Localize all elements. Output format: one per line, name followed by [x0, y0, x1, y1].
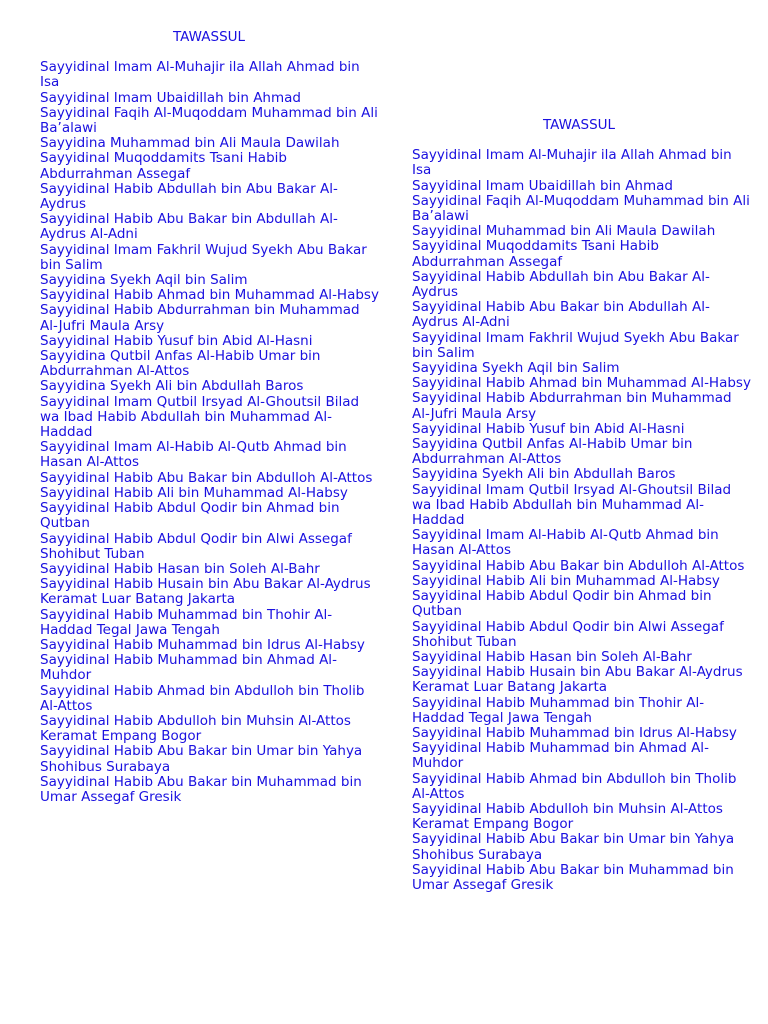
list-item: Sayyidinal Habib Hasan bin Soleh Al-Bahr: [40, 560, 320, 577]
list-item: Sayyidinal Habib Husain bin Abu Bakar Al-Aydrus Keramat Luar Batang Jakarta: [412, 664, 743, 696]
list-item: Sayyidinal Habib Abu Bakar bin Umar bin Yahya Shohibus Surabaya: [40, 743, 363, 775]
list-item: Sayyidinal Imam Al-Muhajir ila Allah Ahmad bin Isa: [40, 59, 360, 91]
list-item: Sayyidinal Habib Abdurrahman bin Muhammad Al-Jufri Maula Arsy: [40, 302, 360, 334]
list-item: Sayyidinal Habib Abdul Qodir bin Ahmad bin Qutban: [412, 588, 712, 620]
list-item: Sayyidinal Imam Ubaidillah bin Ahmad: [412, 177, 673, 194]
list-item: Sayyidinal Habib Abu Bakar bin Muhammad bin Umar Assegaf Gresik: [412, 861, 734, 893]
list-item: Sayyidinal Imam Al-Muhajir ila Allah Ahmad bin Isa: [412, 147, 732, 179]
list-item: Sayyidina Muhammad bin Ali Maula Dawilah: [40, 135, 340, 152]
list-item: Sayyidinal Habib Muhammad bin Thohir Al-Haddad Tegal Jawa Tengah: [40, 606, 333, 638]
list-item: Sayyidinal Habib Abdullah bin Abu Bakar Al-Aydrus: [412, 268, 710, 301]
list-item: Sayyidinal Habib Yusuf bin Abid Al-Hasni: [40, 332, 313, 349]
list-item: Sayyidinal Imam Ubaidillah bin Ahmad: [40, 89, 301, 106]
list-item: Sayyidinal Imam Al-Habib Al-Qutb Ahmad bin Hasan Al-Attos: [40, 439, 347, 471]
list-item: Sayyidinal Habib Abdulloh bin Muhsin Al-Attos Keramat Empang Bogor: [412, 800, 723, 833]
list-item: Sayyidinal Imam Fakhril Wujud Syekh Abu Bakar bin Salim: [40, 241, 367, 273]
left-column-title: TAWASSUL: [172, 29, 246, 45]
list-item: Sayyidinal Habib Abdullah bin Abu Bakar Al-Aydrus: [40, 180, 338, 213]
list-item: Sayyidinal Habib Abu Bakar bin Umar bin Yahya Shohibus Surabaya: [412, 831, 735, 863]
list-item: Sayyidinal Habib Ali bin Muhammad Al-Habsy: [412, 572, 720, 589]
list-item: Sayyidinal Imam Fakhril Wujud Syekh Abu Bakar bin Salim: [412, 329, 739, 361]
list-item: Sayyidinal Habib Abu Bakar bin Abdulloh Al-Attos: [40, 469, 373, 486]
list-item: Sayyidinal Habib Abdul Qodir bin Alwi Assegaf Shohibut Tuban: [412, 618, 724, 650]
right-entry-list: [412, 148, 754, 893]
list-item: Sayyidinal Habib Ahmad bin Abdulloh bin Tholib Al-Attos: [412, 770, 737, 802]
list-item: Sayyidina Qutbil Anfas Al-Habib Umar bin Abdurrahman Al-Attos: [40, 348, 321, 380]
list-item: Sayyidina Syekh Aqil bin Salim: [40, 272, 248, 289]
list-item: Sayyidinal Habib Yusuf bin Abid Al-Hasni: [412, 420, 685, 437]
left-column: [40, 30, 382, 805]
list-item: Sayyidinal Habib Abu Bakar bin Muhammad bin Umar Assegaf Gresik: [40, 773, 362, 805]
list-item: Sayyidinal Habib Ahmad bin Abdulloh bin Tholib Al-Attos: [40, 682, 365, 714]
left-entry-list: [40, 60, 382, 805]
list-item: Sayyidinal Habib Abu Bakar bin Abdulloh Al-Attos: [412, 557, 745, 574]
list-item: Sayyidina Syekh Aqil bin Salim: [412, 360, 620, 377]
list-item: Sayyidina Syekh Ali bin Abdullah Baros: [40, 378, 304, 395]
list-item: Sayyidinal Habib Abdul Qodir bin Ahmad bin Qutban: [40, 500, 340, 532]
right-column: [412, 118, 754, 893]
list-item: Sayyidinal Habib Ahmad bin Muhammad Al-Habsy: [412, 375, 751, 392]
list-item: Sayyidinal Habib Hasan bin Soleh Al-Bahr: [412, 648, 692, 665]
list-item: Sayyidinal Habib Muhammad bin Thohir Al-Haddad Tegal Jawa Tengah: [412, 694, 705, 726]
list-item: Sayyidinal Habib Abu Bakar bin Abdullah Al-Aydrus Al-Adni: [412, 299, 710, 331]
list-item: Sayyidinal Habib Abdurrahman bin Muhammad Al-Jufri Maula Arsy: [412, 390, 732, 422]
list-item: Sayyidinal Habib Husain bin Abu Bakar Al-Aydrus Keramat Luar Batang Jakarta: [40, 576, 371, 608]
list-item: Sayyidinal Muqoddamits Tsani Habib Abdurrahman Assegaf: [40, 150, 287, 182]
list-item: Sayyidinal Habib Muhammad bin Ahmad Al-Muhdor: [412, 740, 709, 772]
list-item: Sayyidina Qutbil Anfas Al-Habib Umar bin Abdurrahman Al-Attos: [412, 436, 693, 468]
right-column-title: TAWASSUL: [542, 117, 616, 133]
list-item: Sayyidinal Habib Abdul Qodir bin Alwi Assegaf Shohibut Tuban: [40, 530, 352, 562]
list-item: Sayyidinal Habib Abdulloh bin Muhsin Al-Attos Keramat Empang Bogor: [40, 712, 351, 745]
list-item: Sayyidinal Imam Qutbil Irsyad Al-Ghoutsil Bilad wa Ibad Habib Abdullah bin Muhammad Al-Haddad: [412, 481, 732, 529]
list-item: Sayyidinal Habib Ahmad bin Muhammad Al-Habsy: [40, 287, 379, 304]
list-item: Sayyidinal Muqoddamits Tsani Habib Abdurrahman Assegaf: [412, 238, 659, 270]
list-item: Sayyidinal Faqih Al-Muqoddam Muhammad bin Ali Ba’alawi: [412, 192, 750, 225]
list-item: Sayyidinal Faqih Al-Muqoddam Muhammad bin Ali Ba’alawi: [40, 104, 378, 137]
list-item: Sayyidinal Habib Muhammad bin Idrus Al-Habsy: [40, 636, 365, 653]
list-item: Sayyidinal Imam Qutbil Irsyad Al-Ghoutsil Bilad wa Ibad Habib Abdullah bin Muhammad Al-Haddad: [40, 393, 360, 441]
list-item: Sayyidinal Habib Ali bin Muhammad Al-Habsy: [40, 484, 348, 501]
list-item: Sayyidina Syekh Ali bin Abdullah Baros: [412, 466, 676, 483]
list-item: Sayyidinal Habib Abu Bakar bin Abdullah Al-Aydrus Al-Adni: [40, 211, 338, 243]
list-item: Sayyidinal Muhammad bin Ali Maula Dawilah: [412, 223, 716, 240]
list-item: Sayyidinal Habib Muhammad bin Idrus Al-Habsy: [412, 724, 737, 741]
list-item: Sayyidinal Habib Muhammad bin Ahmad Al-Muhdor: [40, 652, 337, 684]
list-item: Sayyidinal Imam Al-Habib Al-Qutb Ahmad bin Hasan Al-Attos: [412, 527, 719, 559]
